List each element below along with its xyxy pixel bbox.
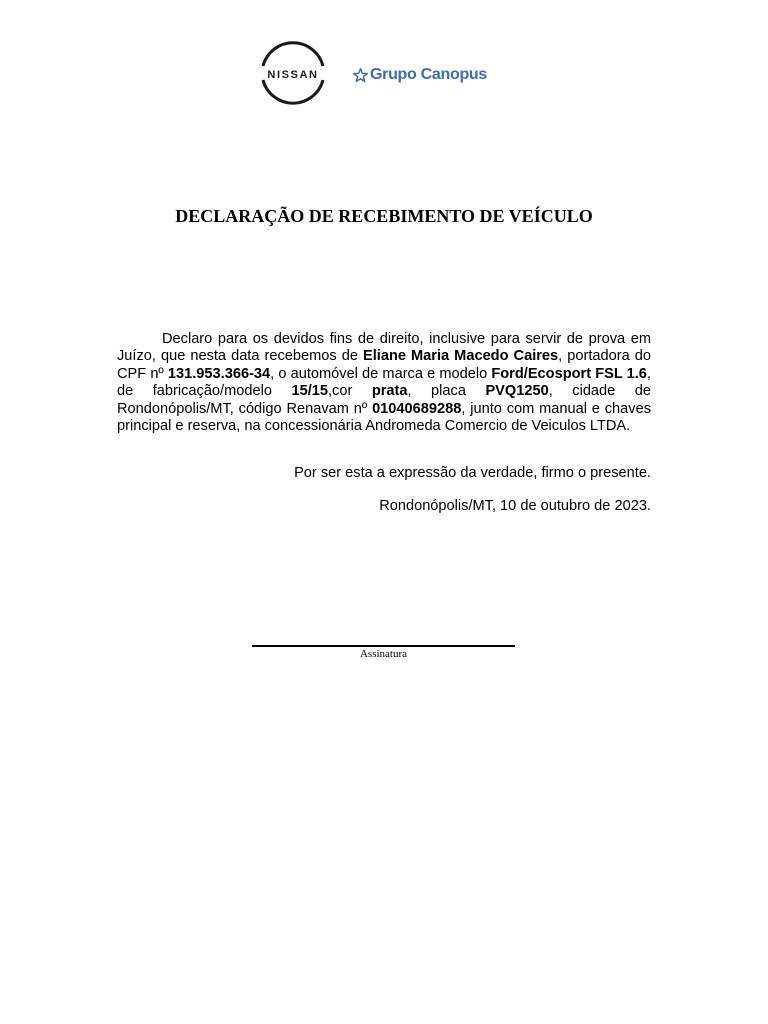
- text-segment: ,cor: [328, 383, 372, 400]
- document-title: DECLARAÇÃO DE RECEBIMENTO DE VEÍCULO: [175, 206, 593, 226]
- text-segment: , portadora do CPF nº: [117, 348, 651, 382]
- text-segment: Declaro para os devidos fins de direito, inclusive para servir de prova em Juízo, que nesta data recebemos de: [117, 331, 651, 365]
- grupo-canopus-logo: [353, 62, 487, 88]
- renavam-number: 01040689288: [372, 400, 462, 417]
- text-segment: , junto com manual e chaves principal e reserva, na concessionária Andromeda Comercio de Veiculos LTDA.: [117, 400, 651, 435]
- signature-label: Assinatura: [359, 648, 408, 660]
- declaration-body: [117, 331, 651, 435]
- text-segment: , placa: [407, 383, 486, 400]
- vehicle-year: 15/15: [291, 383, 328, 400]
- nissan-logo-text: NISSAN: [267, 69, 319, 81]
- vehicle-plate: PVQ1250: [485, 383, 549, 400]
- text-segment: , cidade de Rondonópolis/MT, código Renavam nº: [117, 383, 652, 417]
- nissan-logo: [254, 40, 332, 106]
- text-segment: , o automóvel de marca e modelo: [270, 365, 492, 382]
- star-icon: [353, 68, 368, 83]
- closing-statement: Por ser esta a expressão da verdade, firmo o presente.: [294, 465, 651, 481]
- vehicle-color: prata: [371, 383, 408, 400]
- header-logos: [250, 40, 512, 106]
- signature-line: [252, 645, 515, 647]
- vehicle-model: Ford/Ecosport FSL 1.6: [491, 365, 647, 382]
- place-and-date: Rondonópolis/MT, 10 de outubro de 2023.: [379, 498, 651, 514]
- text-segment: , de fabricação/modelo: [117, 365, 651, 400]
- declaration-paragraph: [117, 331, 651, 435]
- cpf-number: 131.953.366-34: [167, 365, 271, 382]
- owner-name: Eliane Maria Macedo Caires: [363, 348, 559, 365]
- grupo-canopus-text: Grupo Canopus: [370, 66, 487, 83]
